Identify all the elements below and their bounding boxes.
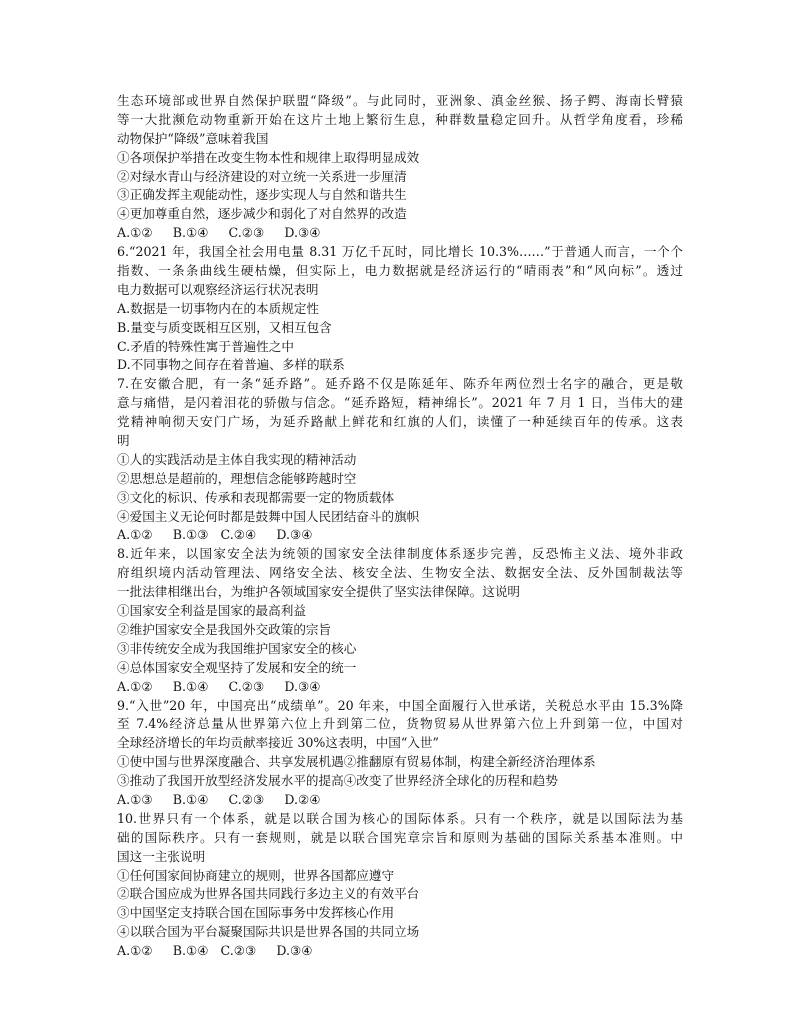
option-b: B.①④ [172,225,209,241]
option-a: A.①③ [117,791,153,807]
option-b: B.①④ [172,791,209,807]
answer-options [117,942,683,961]
statement-item: ①人的实践活动是主体自我实现的精神活动 [117,451,357,467]
option-a: A.①② [117,225,153,241]
option-b: B.①④ [172,943,209,959]
statement-item: ④更加尊重自然，逐步减少和弱化了对自然界的改造 [117,206,407,222]
stem-line: 意与痛惜，是闪着泪花的骄傲与信念。“延乔路短，精神绵长”。2021 年 7 月 1 日，当伟大的建 [117,395,683,411]
stem-line: 10.世界只有一个体系，就是以联合国为核心的国际体系。只有一个秩序，就是以国际法为基 [117,810,683,826]
option-d: D.③④ [284,225,321,241]
option-c: C.②③ [228,791,265,807]
stem-line: 8.近年来，以国家安全法为统领的国家安全法律制度体系逐步完善，反恐怖主义法、境外非政 [117,546,683,562]
stem-line: 国这一主张说明 [117,848,206,864]
stem-line: 9.“入世”20 年，中国亮出“成绩单”。20 年来，中国全面履行入世承诺，关税总水平由 15.3%降 [117,697,683,713]
statement-item: ①使中国与世界深度融合、共享发展机遇②推翻原有贸易体制，构建全新经济治理体系 [117,754,596,770]
stem-line: 全球经济增长的年均贡献率接近 30%这表明，中国“入世” [117,735,439,751]
option-a: A.①② [117,943,153,959]
statement-item: ③文化的标识、传承和表现都需要一定的物质载体 [117,489,395,505]
answer-options [117,678,683,697]
option-d: D.③④ [284,678,321,694]
question-7 [117,375,683,545]
choice-d: D.不同事物之间存在着普遍、多样的联系 [117,357,345,373]
question-9 [117,697,683,810]
option-d: D.③④ [276,527,313,543]
option-c: C.②③ [228,225,265,241]
option-b: B.①④ [172,678,209,694]
statement-item: ③非传统安全成为我国维护国家安全的核心 [117,640,357,656]
option-a: A.①② [117,527,153,543]
choice-b: B.量变与质变既相互区别，又相互包含 [117,319,332,335]
statement-item: ④总体国家安全观坚持了发展和安全的统一 [117,659,357,675]
stem-line: 电力数据可以观察经济运行状况表明 [117,281,319,297]
choice-a: A.数据是一切事物内在的本质规定性 [117,300,320,316]
option-c: C.②④ [220,527,257,543]
stem-line: 明 [117,433,130,449]
stem-line: 至 7.4%经济总量从世界第六位上升到第二位，货物贸易从世界第六位上升到第一位，中国对 [117,716,683,732]
choice-c: C.矛盾的特殊性寓于普遍性之中 [117,338,294,354]
question-5 [117,92,683,243]
option-d: D.③④ [276,943,313,959]
statement-item: ③推动了我国开放型经济发展水平的提高④改变了世界经济全球化的历程和趋势 [117,773,558,789]
option-c: C.②③ [220,943,257,959]
statement-item: ②维护国家安全是我国外交政策的宗旨 [117,621,332,637]
option-b: B.①③ [172,527,209,543]
option-a: A.①② [117,678,153,694]
option-d: D.②④ [284,791,321,807]
answer-options [117,224,683,243]
statement-item: ④以联合国为平台凝聚国际共识是世界各国的共同立场 [117,924,420,940]
stem-line: 一批法律相继出台，为维护各领域国家安全提供了坚实法律保障。这说明 [117,584,520,600]
option-c: C.②③ [228,678,265,694]
statement-item: ①各项保护举措在改变生物本性和规律上取得明显成效 [117,149,420,165]
question-6 [117,243,683,375]
exam-page [117,92,683,961]
statement-item: ①任何国家间协商建立的规则，世界各国都应遵守 [117,867,395,883]
statement-item: ④爱国主义无论何时都是鼓舞中国人民团结奋斗的旗帜 [117,508,420,524]
answer-options [117,791,683,810]
stem-line: 府组织境内活动管理法、网络安全法、核安全法、生物安全法、数据安全法、反外国制裁法等 [117,565,683,581]
stem-line: 6.“2021 年，我国全社会用电量 8.31 万亿千瓦时，同比增长 10.3%……”于普通人而言，一个个 [117,244,683,260]
statement-item: ②联合国应成为世界各国共同践行多边主义的有效平台 [117,886,420,902]
statement-item: ③正确发挥主观能动性，逐步实现人与自然和谐共生 [117,187,407,203]
statement-item: ②思想总是超前的，理想信念能够跨越时空 [117,470,357,486]
stem-line: 生态环境部或世界自然保护联盟“降级”。与此同时，亚洲象、滇金丝猴、扬子鳄、海南长臂猿 [117,93,683,108]
stem-line: 动物保护“降级”意味着我国 [117,130,269,146]
stem-line: 7.在安徽合肥，有一条“延乔路”。延乔路不仅是陈延年、陈乔年两位烈士名字的融合，更是敬 [117,376,683,392]
stem-line: 础的国际秩序。只有一套规则，就是以联合国宪章宗旨和原则为基础的国际关系基本准则。中 [117,829,683,845]
stem-line: 等一大批濒危动物重新开始在这片土地上繁衍生息，种群数量稳定回升。从哲学角度看，珍稀 [117,111,683,127]
question-8 [117,545,683,696]
answer-options [117,526,683,545]
question-10 [117,810,683,961]
statement-item: ②对绿水青山与经济建设的对立统一关系进一步厘清 [117,168,407,184]
statement-item: ③中国坚定支持联合国在国际事务中发挥核心作用 [117,905,395,921]
stem-line: 指数、一条条曲线生硬枯燥，但实际上，电力数据就是经济运行的“晴雨表”和“风向标”。透过 [117,263,683,279]
statement-item: ①国家安全利益是国家的最高利益 [117,603,306,619]
stem-line: 党精神响彻天安门广场，为延乔路献上鲜花和红旗的人们，读懂了一种延续百年的传承。这表 [117,414,683,430]
